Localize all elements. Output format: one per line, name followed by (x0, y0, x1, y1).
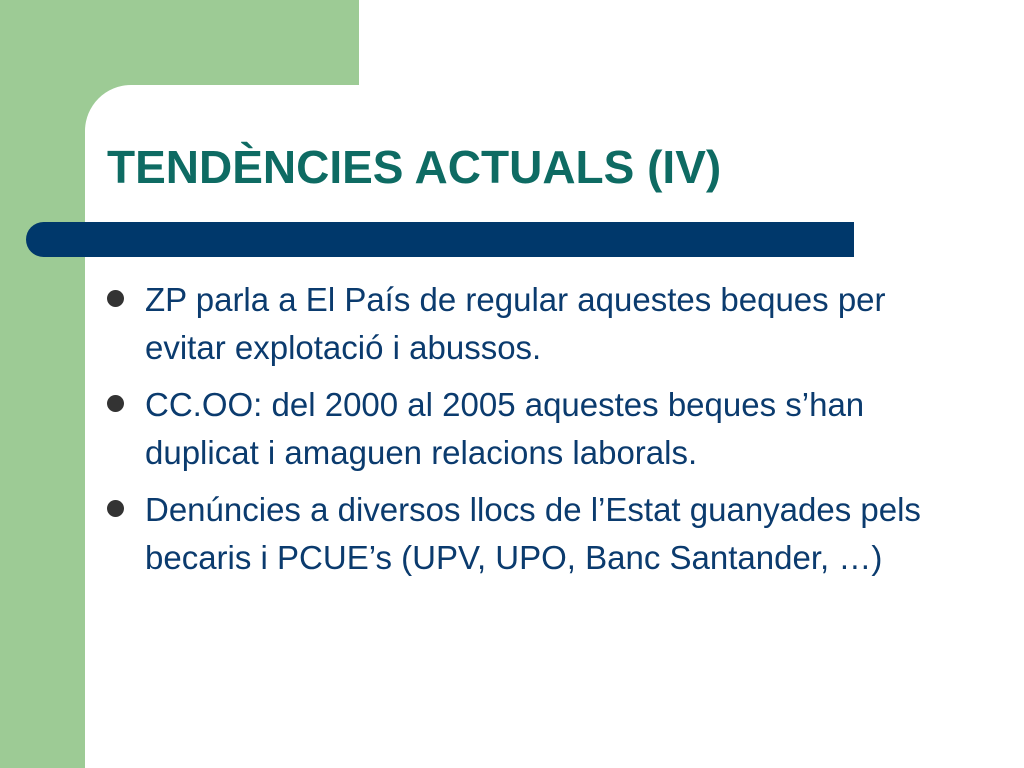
bullet-text: ZP parla a El País de regular aquestes beques per evitar explotació i abussos. (145, 281, 886, 366)
bullet-item (107, 381, 927, 477)
bullet-list (107, 276, 927, 591)
bullet-dot-icon (107, 290, 124, 307)
bullet-dot-icon (107, 500, 124, 517)
bullet-dot-icon (107, 395, 124, 412)
bullet-text: CC.OO: del 2000 al 2005 aquestes beques s’han duplicat i amaguen relacions laborals. (145, 386, 865, 471)
bullet-item (107, 486, 927, 582)
bullet-text: Denúncies a diversos llocs de l’Estat guanyades pels becaris i PCUE’s (UPV, UPO, Banc Santander, …) (145, 491, 921, 576)
title-underline-bar (26, 222, 854, 257)
bullet-item (107, 276, 927, 372)
slide-title: TENDÈNCIES ACTUALS (IV) (107, 141, 722, 193)
